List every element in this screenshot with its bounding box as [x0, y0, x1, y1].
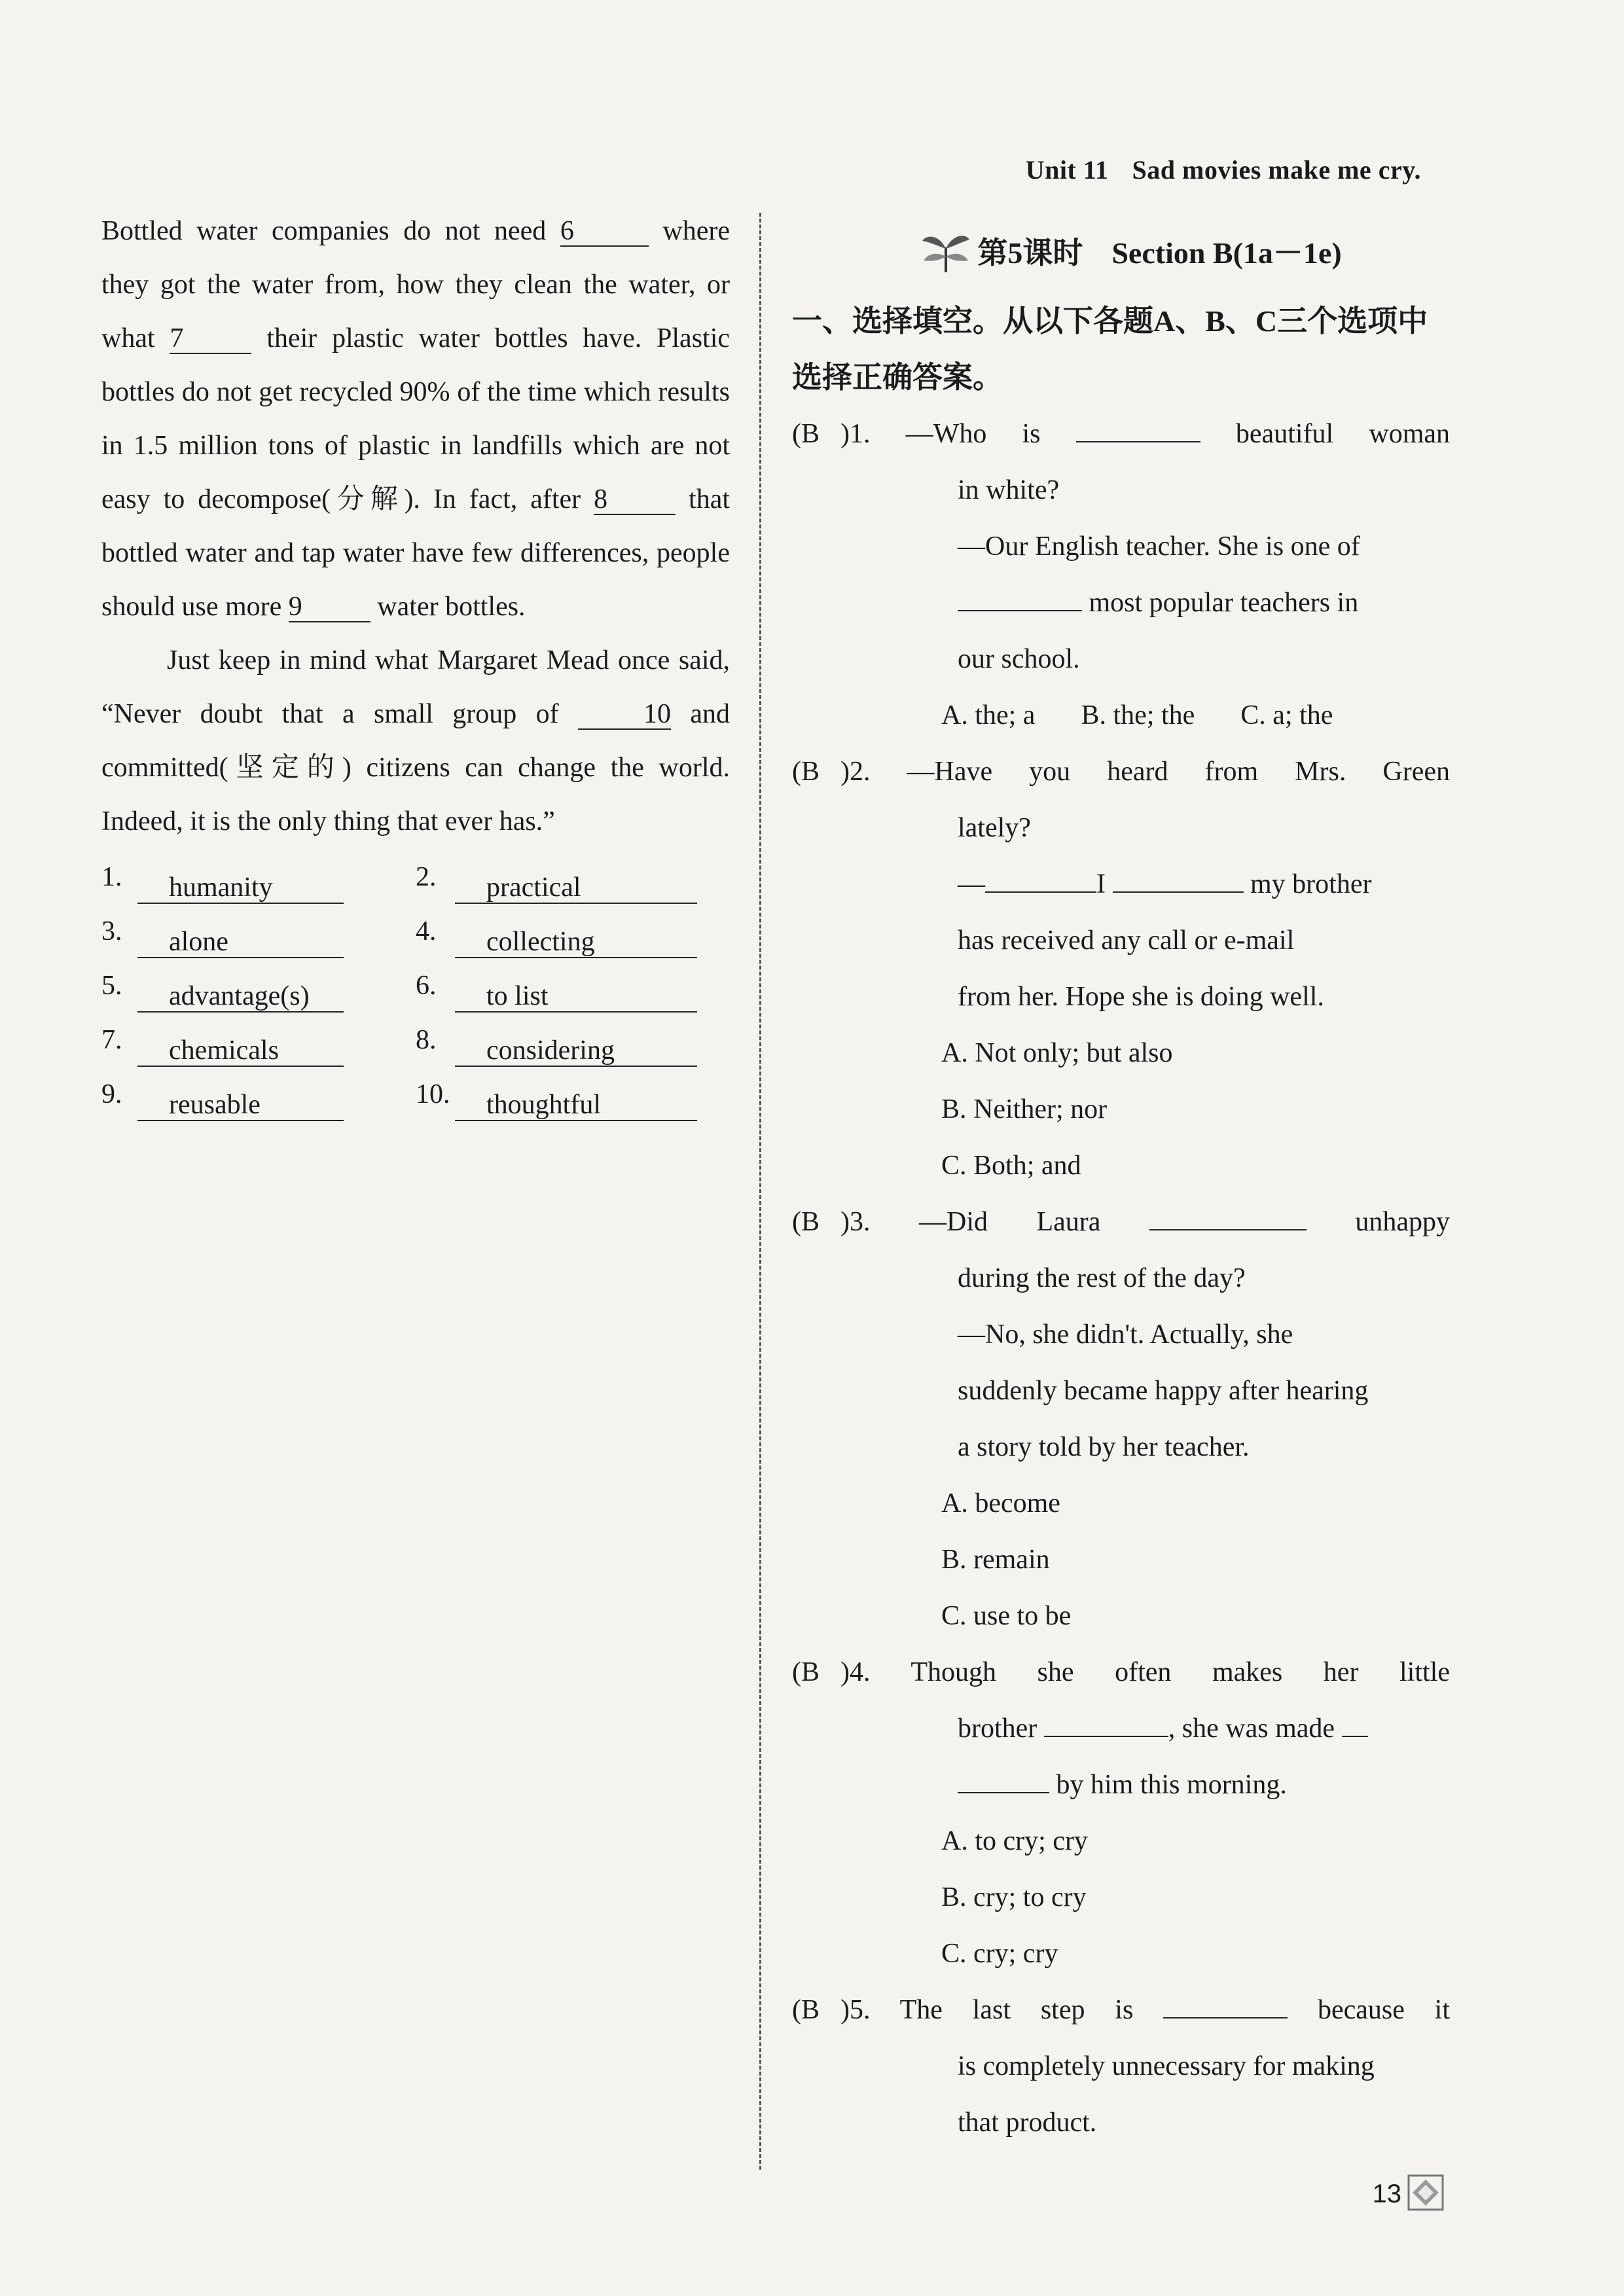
- question-4: (B )4. Though she often makes her little brother , she was made by him this morning. A. to cry; cry B. cry; to cry C. cry; cry: [792, 1644, 1450, 1982]
- answer-5[interactable]: advantage(s): [137, 981, 344, 1013]
- question-3: (B )3. —Did Laura unhappy during the rest of the day? —No, she didn't. Actually, she suddenly became happy after hearing a story told by her teacher. A. become B. remain C. use to be: [792, 1194, 1450, 1644]
- answer-1[interactable]: humanity: [137, 872, 344, 904]
- answer-3[interactable]: alone: [137, 927, 344, 958]
- option-b[interactable]: B. Neither; nor: [941, 1094, 1108, 1124]
- passage-paragraph-1: Bottled water companies do not need 6 where they got the water from, how they clean the water, or what 7 their plastic water bottles have. Plastic bottles do not get recycled 90% of the time which results in 1.5 million tons of plastic in landfills which are not easy to decompose(分解). In fact, after 8 that bottled water and tap water have few differences, people should use more 9 water bottles.: [101, 216, 731, 622]
- question-5: (B )5. The last step is because it is completely unnecessary for making that product.: [792, 1982, 1450, 2151]
- answer-mark[interactable]: B: [801, 1995, 820, 2025]
- sprout-icon: [920, 228, 972, 274]
- option-c[interactable]: C. a; the: [1240, 700, 1333, 730]
- passage-paragraph-2: Just keep in mind what Margaret Mead once said, “Never doubt that a small group of 10 and committed(坚定的) citizens can change the world. Indeed, it is the only thing that ever has.”: [101, 645, 731, 836]
- question-blank[interactable]: [958, 1770, 1049, 1793]
- question-2: (B )2. —Have you heard from Mrs. Green lately? — I my brother has received any call or e-mail from her. Hope she is doing well. A. Not only; but also B. Neither; nor C. Both; and: [792, 744, 1450, 1194]
- answer-mark[interactable]: B: [801, 1207, 820, 1237]
- question-1: (B )1. —Who is beautiful woman in white? —Our English teacher. She is one of most popular teachers in our school. A. the; a B. the; the C. a; the: [792, 406, 1450, 744]
- question-blank[interactable]: [1076, 419, 1200, 442]
- answer-mark[interactable]: B: [801, 419, 820, 449]
- blank-8[interactable]: 8: [594, 485, 676, 515]
- question-blank[interactable]: [1044, 1713, 1168, 1737]
- unit-title: Sad movies make me cry.: [1132, 155, 1421, 185]
- option-b[interactable]: B. remain: [941, 1545, 1050, 1575]
- blank-10[interactable]: 10: [578, 700, 671, 730]
- answer-7[interactable]: chemicals: [137, 1035, 344, 1067]
- option-c[interactable]: C. Both; and: [941, 1151, 1081, 1181]
- answer-10[interactable]: thoughtful: [455, 1090, 697, 1121]
- option-c[interactable]: C. use to be: [941, 1601, 1072, 1631]
- page-number: 13: [1372, 2179, 1401, 2208]
- question-blank[interactable]: [985, 869, 1096, 893]
- answer-key: 1. humanity 2. practical 3. alone 4. collecting 5. advantage(s) 6. to list 7. chemicals 8. considering 9. reusable 10. thoughtful: [101, 850, 730, 1121]
- answer-8[interactable]: considering: [455, 1035, 697, 1067]
- option-a[interactable]: A. become: [941, 1488, 1060, 1518]
- unit-label: Unit 11: [1025, 155, 1109, 185]
- option-b[interactable]: B. the; the: [1081, 700, 1195, 730]
- answer-2[interactable]: practical: [455, 872, 697, 904]
- option-a[interactable]: A. the; a: [941, 700, 1036, 730]
- diamond-icon: [1407, 2174, 1444, 2211]
- instruction: 一、选择填空。从以下各题A、B、C三个选项中选择正确答案。: [792, 304, 1428, 394]
- answer-9[interactable]: reusable: [137, 1090, 344, 1121]
- question-blank[interactable]: [1163, 1995, 1288, 2018]
- blank-9[interactable]: 9: [289, 592, 370, 622]
- answer-4[interactable]: collecting: [455, 927, 697, 958]
- question-blank[interactable]: [958, 588, 1082, 611]
- blank-6[interactable]: 6: [560, 217, 649, 247]
- question-blank[interactable]: [1113, 869, 1244, 893]
- blank-7[interactable]: 7: [170, 324, 251, 354]
- right-column: [792, 228, 1450, 2151]
- page-header: [1026, 154, 1421, 185]
- answer-mark[interactable]: B: [801, 757, 820, 787]
- answer-mark[interactable]: B: [801, 1657, 820, 1687]
- answer-6[interactable]: to list: [455, 981, 697, 1013]
- column-divider: [759, 213, 761, 2170]
- left-column: [101, 204, 730, 1121]
- option-b[interactable]: B. cry; to cry: [941, 1882, 1087, 1912]
- option-a[interactable]: A. Not only; but also: [941, 1038, 1173, 1068]
- option-c[interactable]: C. cry; cry: [941, 1939, 1058, 1969]
- option-a[interactable]: A. to cry; cry: [941, 1826, 1088, 1856]
- lesson-title: 第5课时 Section B(1a－1e): [812, 228, 1450, 274]
- question-blank[interactable]: [1149, 1207, 1307, 1230]
